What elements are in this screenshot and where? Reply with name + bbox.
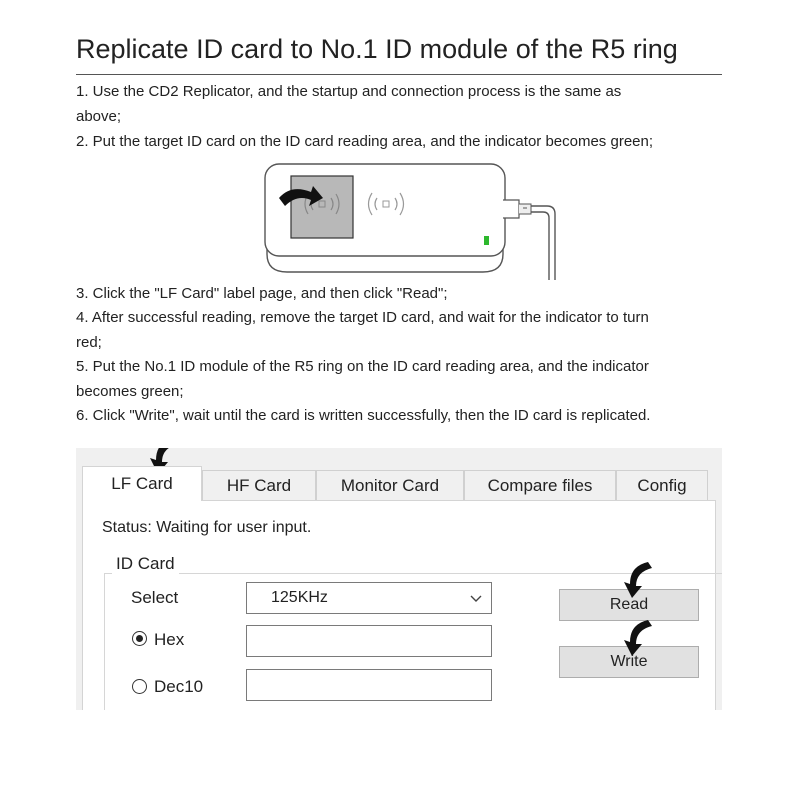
id-card-group-label: ID Card <box>112 554 179 574</box>
arrow-pointer-icon <box>618 618 654 658</box>
step-1-line-2: above; <box>76 108 122 125</box>
title-divider <box>76 74 722 75</box>
step-5-line-2: becomes green; <box>76 383 184 400</box>
step-4-line-1: 4. After successful reading, remove the target ID card, and wait for the indicator to turn <box>76 309 649 326</box>
radio-dec10-label: Dec10 <box>154 677 204 696</box>
step-2: 2. Put the target ID card on the ID card reading area, and the indicator becomes green; <box>76 133 654 150</box>
radio-empty-icon[interactable] <box>132 679 147 694</box>
arrow-pointer-icon <box>618 560 654 600</box>
step-1-line-1: 1. Use the CD2 Replicator, and the startup and connection process is the same as <box>76 83 622 100</box>
select-label: Select <box>131 588 179 607</box>
status-text: Status: Waiting for user input. <box>102 519 312 536</box>
radio-hex-label: Hex <box>154 630 185 649</box>
step-6: 6. Click "Write", wait until the card is written successfully, then the ID card is replicated. <box>76 407 651 424</box>
write-button[interactable]: Write <box>559 646 699 678</box>
tab-compare-files[interactable]: Compare files <box>464 470 616 500</box>
page-title: Replicate ID card to No.1 ID module of the R5 ring <box>76 34 678 64</box>
indicator-light <box>484 236 489 245</box>
chevron-down-icon <box>469 589 483 607</box>
hex-input[interactable] <box>246 625 492 657</box>
step-3: 3. Click the "LF Card" label page, and then click "Read"; <box>76 285 448 302</box>
frequency-select[interactable] <box>246 582 492 614</box>
read-button[interactable]: Read <box>559 589 699 621</box>
step-5-line-1: 5. Put the No.1 ID module of the R5 ring on the ID card reading area, and the indicator <box>76 358 649 375</box>
radio-selected-icon[interactable] <box>132 631 147 646</box>
step-4-line-2: red; <box>76 334 102 351</box>
card-reader-illustration <box>255 158 575 280</box>
replicator-app-window <box>76 448 722 710</box>
dec10-input[interactable] <box>246 669 492 701</box>
tab-lf-card[interactable]: LF Card <box>82 466 202 501</box>
frequency-select-value: 125KHz <box>271 589 328 606</box>
tab-config[interactable]: Config <box>616 470 708 500</box>
tab-hf-card[interactable]: HF Card <box>202 470 316 500</box>
tab-monitor-card[interactable]: Monitor Card <box>316 470 464 500</box>
